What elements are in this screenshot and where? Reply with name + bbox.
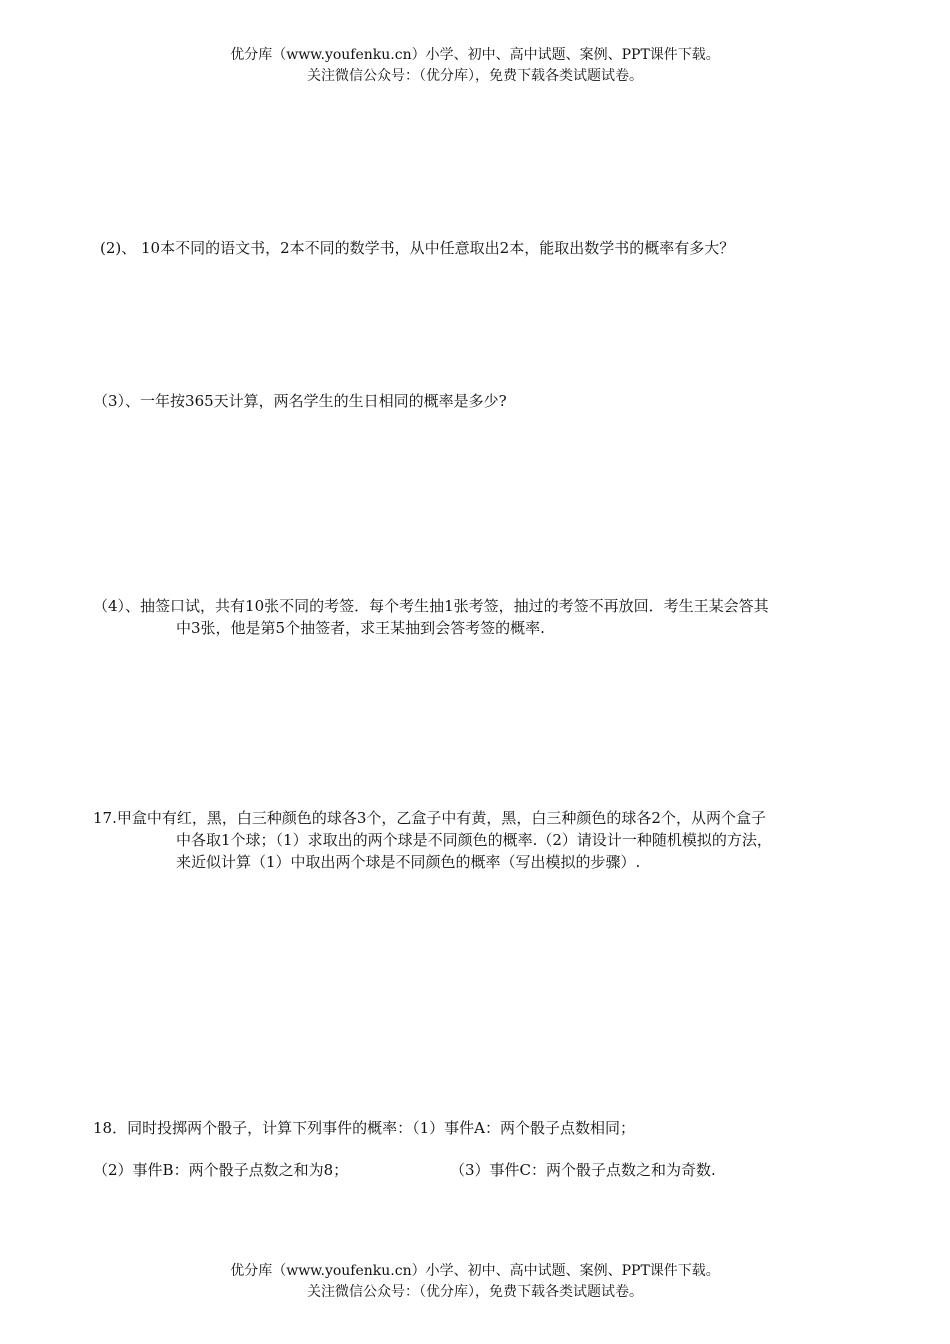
- question-18-line-1: 18．同时投掷两个骰子，计算下列事件的概率：（1）事件A：两个骰子点数相同；: [93, 1119, 635, 1137]
- question-17: [93, 807, 772, 873]
- question-17-line-2: 中各取1个球；（1）求取出的两个球是不同颜色的概率.（2）请设计一种随机模拟的方法，: [176, 831, 772, 849]
- question-4-line-2: 中3张，他是第5个抽签者，求王某抽到会答考签的概率.: [176, 619, 545, 637]
- question-3: [93, 390, 507, 412]
- question-2: [100, 237, 734, 259]
- question-18-event-c: （3）事件C：两个骰子点数之和为奇数.: [450, 1161, 716, 1179]
- header-line-2: 关注微信公众号：（优分库），免费下载各类试题试卷。: [307, 68, 643, 84]
- question-18-event-b: （2）事件B：两个骰子点数之和为8；: [93, 1161, 349, 1179]
- footer-line-1: 优分库（www.youfenku.cn）小学、初中、高中试题、案例、PPT课件下载。: [230, 1263, 720, 1279]
- question-4: [93, 595, 769, 639]
- question-17-line-3: 来近似计算（1）中取出两个球是不同颜色的概率（写出模拟的步骤）.: [176, 853, 641, 871]
- page-footer: [0, 1261, 950, 1303]
- question-3-text: （3）、一年按365天计算，两名学生的生日相同的概率是多少?: [93, 392, 507, 410]
- page-header: [0, 45, 950, 87]
- header-line-1: 优分库（www.youfenku.cn）小学、初中、高中试题、案例、PPT课件下载。: [230, 47, 720, 63]
- question-17-line-1: 17.甲盒中有红，黑，白三种颜色的球各3个，乙盒子中有黄，黑，白三种颜色的球各2个，从两个盒子: [93, 809, 766, 827]
- question-4-line-1: （4）、抽签口试，共有10张不同的考签．每个考生抽1张考签，抽过的考签不再放回．考生王某会答其: [93, 597, 769, 615]
- footer-line-2: 关注微信公众号：（优分库），免费下载各类试题试卷。: [307, 1284, 643, 1300]
- question-2-text: (2)、 10本不同的语文书，2本不同的数学书，从中任意取出2本，能取出数学书的概率有多大？: [100, 239, 735, 257]
